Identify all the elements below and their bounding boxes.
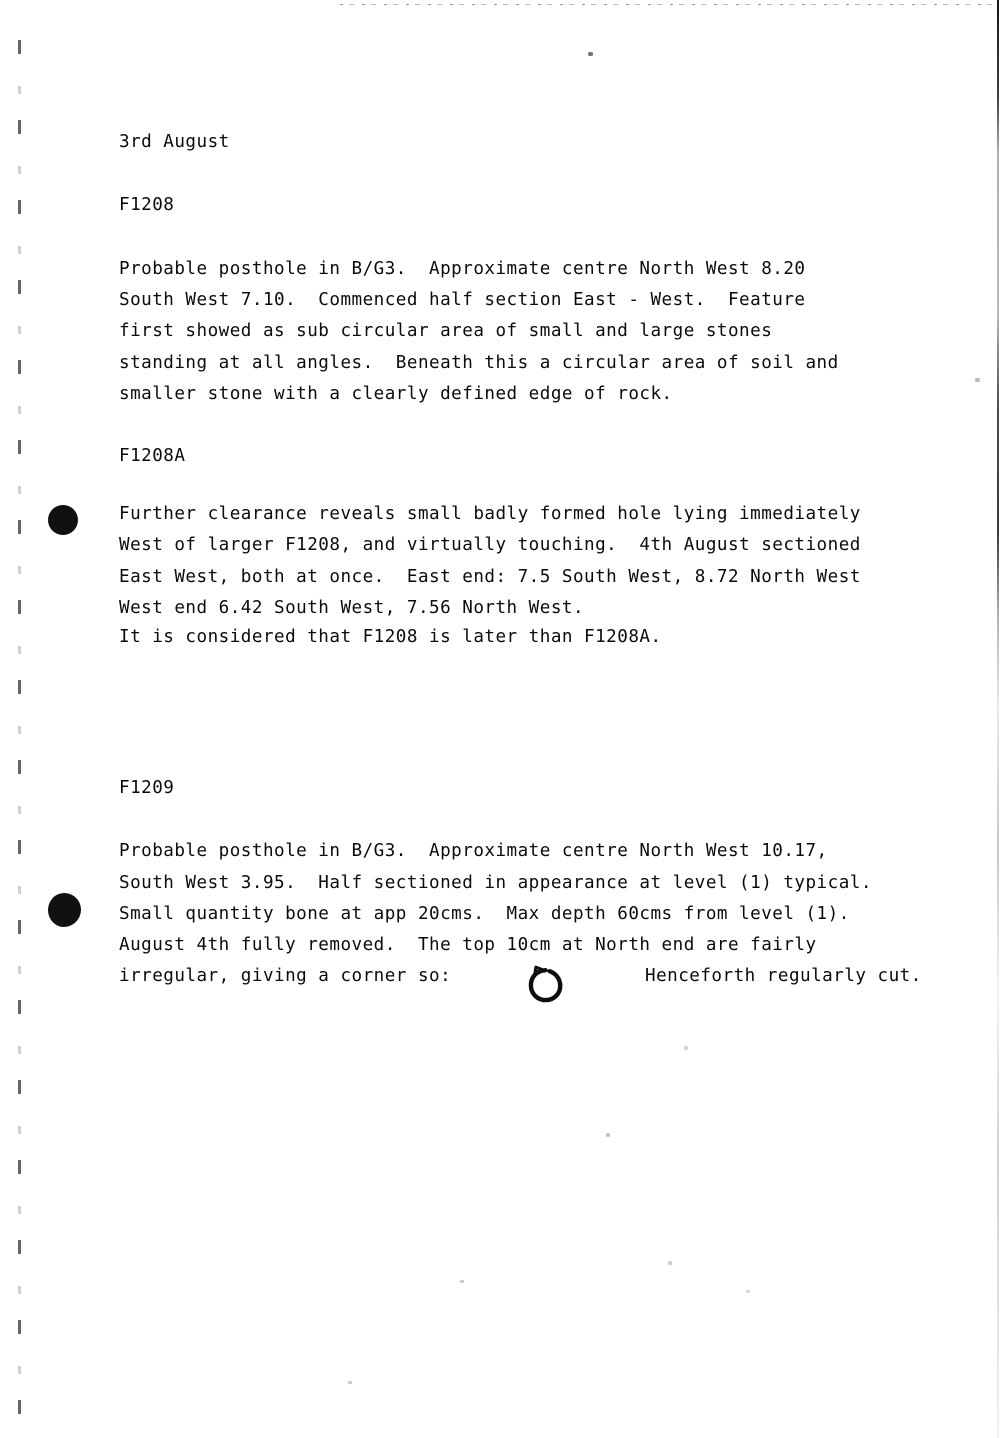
body-line: South West 3.95. Half sectioned in appearance at level (1) typical. (119, 873, 872, 893)
section-heading-f1208a: F1208A (119, 446, 186, 466)
scan-speck (348, 1381, 352, 1384)
scan-speck (668, 1261, 672, 1265)
body-line: West end 6.42 South West, 7.56 North West. (119, 598, 585, 618)
body-line: Small quantity bone at app 20cms. Max depth 60cms from level (1). (119, 904, 850, 924)
hand-drawn-corner-sketch-icon (524, 962, 568, 1006)
body-line: August 4th fully removed. The top 10cm at North end are fairly (119, 935, 817, 955)
body-line: smaller stone with a clearly defined edge of rock. (119, 384, 673, 404)
margin-marker-dot-f1209 (48, 893, 81, 927)
body-line: Probable posthole in B/G3. Approximate centre North West 10.17, (119, 841, 828, 861)
body-line: It is considered that F1208 is later than F1208A. (119, 627, 662, 647)
body-line: West of larger F1208, and virtually touching. 4th August sectioned (119, 535, 861, 555)
scan-edge-top (340, 4, 1000, 5)
scan-edge-right-upper (997, 0, 999, 700)
body-line: first showed as sub circular area of small and large stones (119, 321, 773, 341)
body-line: South West 7.10. Commenced half section East - West. Feature (119, 290, 806, 310)
section-heading-f1208: F1208 (119, 195, 175, 215)
margin-marker-dot-f1208a (48, 505, 78, 535)
body-line: East West, both at once. East end: 7.5 South West, 8.72 North West (119, 567, 861, 587)
scan-speck (588, 52, 593, 56)
body-line: Probable posthole in B/G3. Approximate centre North West 8.20 (119, 259, 806, 279)
scan-speck (746, 1290, 750, 1293)
body-line-trailing: Henceforth regularly cut. (645, 966, 922, 986)
scan-speck (606, 1133, 610, 1137)
scan-speck (975, 378, 980, 382)
scan-edge-left (18, 14, 21, 1424)
body-line: irregular, giving a corner so: (119, 966, 452, 986)
body-line: standing at all angles. Beneath this a circular area of soil and (119, 353, 839, 373)
scan-speck (460, 1280, 464, 1283)
scan-speck (684, 1046, 688, 1050)
scan-edge-right-lower (997, 700, 999, 1438)
date-heading: 3rd August (119, 132, 230, 152)
section-heading-f1209: F1209 (119, 778, 175, 798)
body-line: Further clearance reveals small badly formed hole lying immediately (119, 504, 861, 524)
